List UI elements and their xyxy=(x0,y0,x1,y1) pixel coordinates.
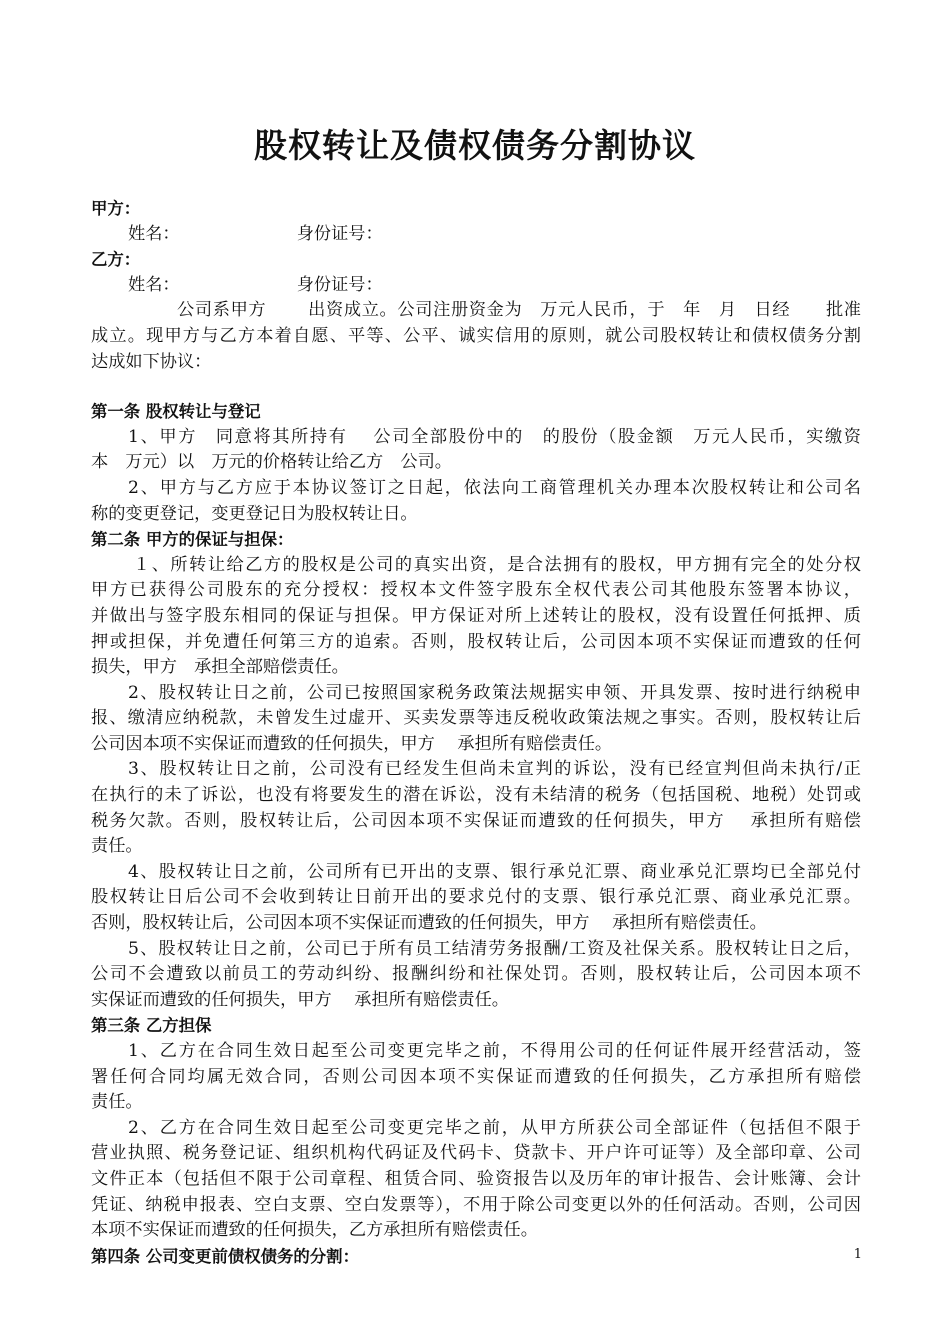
article-3-line: 责任。 xyxy=(91,1092,143,1113)
intro-line: 公司系甲方 出资成立。公司注册资金为 万元人民币，于 年 月 日经 批准 xyxy=(177,300,861,321)
article-1-line: 2、甲方与乙方应于本协议签订之日起，依法向工商管理机关办理本次股权转让和公司名 xyxy=(128,477,861,498)
article-2-line: 税务欠款。否则，股权转让后，公司因本项不实保证而遭致的任何损失，甲方 承担所有赔偿 xyxy=(91,810,861,831)
article-3-heading: 第三条 乙方担保 xyxy=(91,1016,212,1036)
article-2-line: 损失，甲方 承担全部赔偿责任。 xyxy=(91,657,349,678)
article-2-line: 并做出与签字股东相同的保证与担保。甲方保证对所上述转让的股权，没有设置任何抵押、质 xyxy=(91,605,861,626)
intro-line: 成立。现甲方与乙方本着自愿、平等、公平、诚实信用的原则，就公司股权转让和债权债务分割 xyxy=(91,325,861,346)
party-b-fields: 姓名： 身份证号： xyxy=(128,274,383,295)
article-1-heading: 第一条 股权转让与登记 xyxy=(91,402,261,422)
article-2-line: 在执行的未了诉讼，也没有将要发生的潜在诉讼，没有未结清的税务（包括国税、地税）处罚或 xyxy=(91,785,861,806)
article-3-line: 营业执照、税务登记证、组织机构代码证及代码卡、贷款卡、开户许可证等）及全部印章、公司 xyxy=(91,1143,861,1164)
article-1-line: 称的变更登记，变更登记日为股权转让日。 xyxy=(91,503,418,524)
article-2-line: 公司因本项不实保证而遭致的任何损失，甲方 承担所有赔偿责任。 xyxy=(91,733,613,754)
article-3-line: 1、乙方在合同生效日起至公司变更完毕之前，不得用公司的任何证件展开经营活动，签 xyxy=(128,1041,861,1061)
article-2-line: 股权转让日后公司不会收到转让日前开出的要求兑付的支票、银行承兑汇票、商业承兑汇票。 xyxy=(91,887,861,908)
page-number: 1 xyxy=(853,1247,862,1262)
party-a-label: 甲方： xyxy=(91,199,141,218)
article-1-line: 本 万元）以 万元的价格转让给乙方 公司。 xyxy=(91,452,452,473)
document-body xyxy=(91,196,861,1269)
article-2-line: 押或担保，并免遭任何第三方的追索。否则，股权转让后，公司因本项不实保证而遭致的任何 xyxy=(91,631,861,652)
article-2-line: 4、股权转让日之前，公司所有已开出的支票、银行承兑汇票、商业承兑汇票均已全部兑付 xyxy=(128,861,861,882)
article-3-line: 本项不实保证而遭致的任何损失，乙方承担所有赔偿责任。 xyxy=(91,1220,538,1241)
article-3-line: 署任何合同均属无效合同，否则公司因本项不实保证而遭致的任何损失，乙方承担所有赔偿 xyxy=(91,1066,861,1087)
article-2-line: 公司不会遭致以前员工的劳动纠纷、报酬纠纷和社保处罚。否则，股权转让后，公司因本项不 xyxy=(91,964,861,985)
party-b-label: 乙方： xyxy=(91,250,141,270)
article-2-line: 甲方已获得公司股东的充分授权：授权本文件签字股东全权代表公司其他股东签署本协议， xyxy=(91,580,861,601)
spacer xyxy=(91,375,861,399)
article-2-line: 实保证而遭致的任何损失，甲方 承担所有赔偿责任。 xyxy=(91,989,509,1010)
article-2-line: 3、股权转让日之前，公司没有已经发生但尚未宣判的诉讼，没有已经宣判但尚未执行/正 xyxy=(128,759,861,780)
article-2-line: 2、股权转让日之前，公司已按照国家税务政策法规据实申领、开具发票、按时进行纳税申 xyxy=(128,682,861,703)
article-2-line: 否则，股权转让后，公司因本项不实保证而遭致的任何损失，甲方 承担所有赔偿责任。 xyxy=(91,913,767,934)
article-3-line: 文件正本（包括但不限于公司章程、租赁合同、验资报告以及历年的审计报告、会计账簿、会计 xyxy=(91,1168,861,1189)
article-3-line: 2、乙方在合同生效日起至公司变更完毕之前，从甲方所获公司全部证件（包括但不限于 xyxy=(128,1117,861,1138)
party-a-fields: 姓名： 身份证号： xyxy=(128,223,383,244)
intro-line: 达成如下协议： xyxy=(91,351,212,372)
article-2-line: 报、缴清应纳税款，未曾发生过虚开、买卖发票等违反税收政策法规之事实。否则，股权转让后 xyxy=(91,708,861,729)
article-1-line: 1、甲方 同意将其所持有 公司全部股份中的 的股份（股金额 万元人民币，实缴资 xyxy=(128,426,861,447)
article-2-line: １、所转让给乙方的股权是公司的真实出资，是合法拥有的股权，甲方拥有完全的处分权 xyxy=(133,554,861,575)
document-title: 股权转让及债权债务分割协议 xyxy=(254,126,696,165)
article-4-heading: 第四条 公司变更前债权债务的分割： xyxy=(91,1246,359,1266)
article-3-line: 凭证、纳税申报表、空白支票、空白发票等），不用于除公司变更以外的任何活动。否则，公司因 xyxy=(91,1194,861,1215)
article-2-line: 5、股权转让日之前，公司已于所有员工结清劳务报酬/工资及社保关系。股权转让日之后， xyxy=(128,938,861,959)
article-2-line: 责任。 xyxy=(91,836,143,857)
article-2-heading: 第二条 甲方的保证与担保： xyxy=(91,530,294,550)
